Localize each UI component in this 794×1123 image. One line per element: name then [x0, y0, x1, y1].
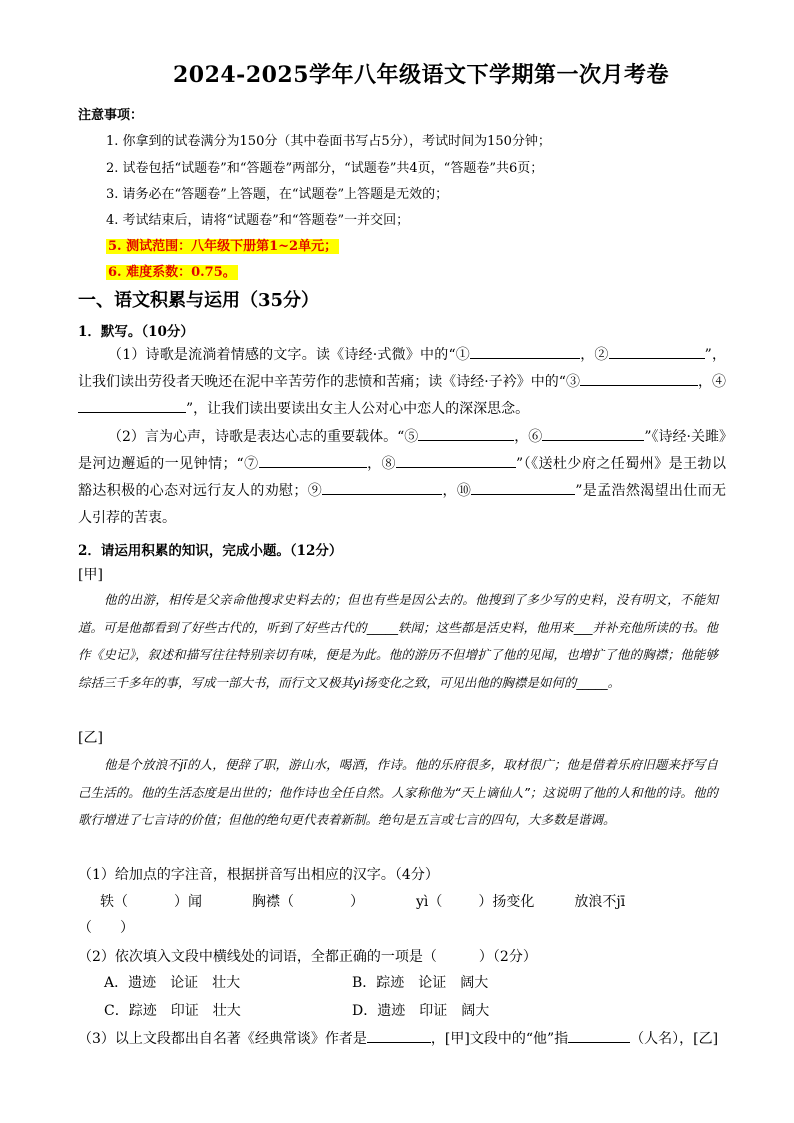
blank-author[interactable]: [367, 1028, 431, 1043]
text: ”（《送杜少府之任蜀州》是王勃以豁达积极的心态对远行友人的劝慰；⑨: [78, 456, 726, 499]
blank-2[interactable]: [609, 344, 705, 359]
question-1-heading: 1．默写。（10分）: [78, 324, 194, 340]
text: 放浪不jī: [574, 894, 626, 910]
text: ，②: [580, 347, 609, 363]
option-b[interactable]: B．踪迹 论证 阔大: [352, 975, 489, 991]
text: ”，让我们读出要读出女主人公对心中恋人的深深思念。: [186, 401, 530, 417]
text: （1）诗歌是流淌着情感的文字。读《诗经·式微》中的“①: [108, 347, 471, 363]
blank-1[interactable]: [470, 344, 580, 359]
text: （2）言为心声，诗歌是表达心志的重要载体。“⑤: [108, 429, 419, 445]
blank-9[interactable]: [322, 480, 442, 495]
text: ，⑧: [366, 456, 396, 472]
passage-yi-label: [乙]: [78, 730, 103, 746]
note-item-highlight: 5. 测试范围：八年级下册第1~2单元；: [108, 239, 338, 254]
note-item: 4. 考试结束后，请将“试题卷”和“答题卷”一并交回；: [106, 213, 410, 228]
passage-yi: 他是个放浪不jī的人，便辞了职，游山水，喝酒，作诗。他的乐府很多，取材很广；他是借着乐府旧题来抒写自己生活的。他的生活态度是出世的；他作诗也全任自然。人家称他为“天上谪仙人”；这说明了他的人和他的诗。他的歌行增进了七言诗的价值；但他的绝句更代表着新制。绝句是五言或七言的四句，大多数是谐调。: [78, 757, 718, 827]
sub-question-1-items: [100, 891, 720, 911]
text: 胸襟（: [252, 894, 294, 910]
text: yì（: [416, 894, 443, 910]
sub-question-2-heading: （2）依次填入文段中横线处的词语，全都正确的一项是（ ）（2分）: [78, 949, 537, 965]
section-heading: 一、语文积累与运用（35分）: [78, 290, 320, 311]
question-2-heading: 2．请运用积累的知识，完成小题。（12分）: [78, 543, 343, 559]
note-item: 2. 试卷包括“试题卷”和“答题卷”两部分，“试题卷”共4页，“答题卷”共6页；: [106, 161, 544, 176]
text: （人名），[乙]: [630, 1031, 719, 1047]
text: ”，让我们读出劳役者天晚还在泥中辛苦劳作的悲愤和苦痛；读《诗经·子衿》中的“③: [78, 347, 727, 390]
text: ，⑩: [442, 483, 472, 499]
blank-4[interactable]: [78, 398, 186, 413]
blank-8[interactable]: [396, 453, 516, 468]
blank-7[interactable]: [259, 453, 367, 468]
text: ，[甲]文段中的“他”指: [430, 1031, 569, 1047]
blank-3[interactable]: [580, 371, 698, 386]
text: ”《诗经·关雎》是河边邂逅的一见钟情；“⑦: [78, 429, 726, 472]
sub-question-1-tail: （ ）: [78, 920, 134, 936]
question-1-part-1: [78, 342, 726, 423]
blank-6[interactable]: [542, 426, 644, 441]
page-title: 2024-2025学年八年级语文下学期第一次月考卷: [172, 62, 670, 88]
blank-person[interactable]: [568, 1028, 630, 1043]
text: ）扬变化: [478, 894, 535, 910]
passage-jia: 他的出游，相传是父亲命他搜求史料去的；但也有些是因公去的。他搜到了多少写的史料，没有明文，不能知道。可是他都看到了好些古代的，听到了好些古代的_____轶闻；这些都是活史料，他用来___并补充他所读的书。他作《史记》，叙述和描写往往特别亲切有味，便是为此。他的游历不但增扩了他的见闻，也增扩了他的胸襟；他能够综括三千多年的事，写成一部大书，而行文又极其yì扬变化之致，可见出他的胸襟是如何的_____。: [78, 592, 718, 690]
option-c[interactable]: C．踪迹 印证 壮大: [104, 1003, 241, 1019]
blank-10[interactable]: [471, 480, 575, 495]
text: ）闻: [174, 894, 202, 910]
blank-5[interactable]: [418, 426, 514, 441]
text: ，④: [697, 374, 727, 390]
text: 轶（: [100, 894, 128, 910]
text: ”是孟浩然渴望出仕而无人引荐的苦衷。: [78, 483, 727, 526]
note-item: 1. 你拿到的试卷满分为150分（其中卷面书写占5分），考试时间为150分钟；: [106, 134, 551, 149]
passage-jia-label: [甲]: [78, 567, 103, 583]
text: （3）以上文段都出自名著《经典常谈》作者是: [78, 1031, 367, 1047]
text: ）: [350, 894, 364, 910]
question-1-part-2: [78, 424, 726, 532]
note-item: 3. 请务必在“答题卷”上答题，在“试题卷”上答题是无效的；: [106, 187, 449, 202]
option-d[interactable]: D．遗迹 印证 阔大: [352, 1003, 490, 1019]
sub-question-3: [78, 1028, 718, 1048]
notes-heading: 注意事项：: [78, 108, 144, 123]
text: ，⑥: [514, 429, 543, 445]
sub-question-1-heading: （1）给加点的字注音，根据拼音写出相应的汉字。（4分）: [78, 867, 439, 883]
note-item-highlight: 6. 难度系数：0.75。: [108, 265, 236, 280]
option-a[interactable]: A．遗迹 论证 壮大: [104, 975, 241, 991]
